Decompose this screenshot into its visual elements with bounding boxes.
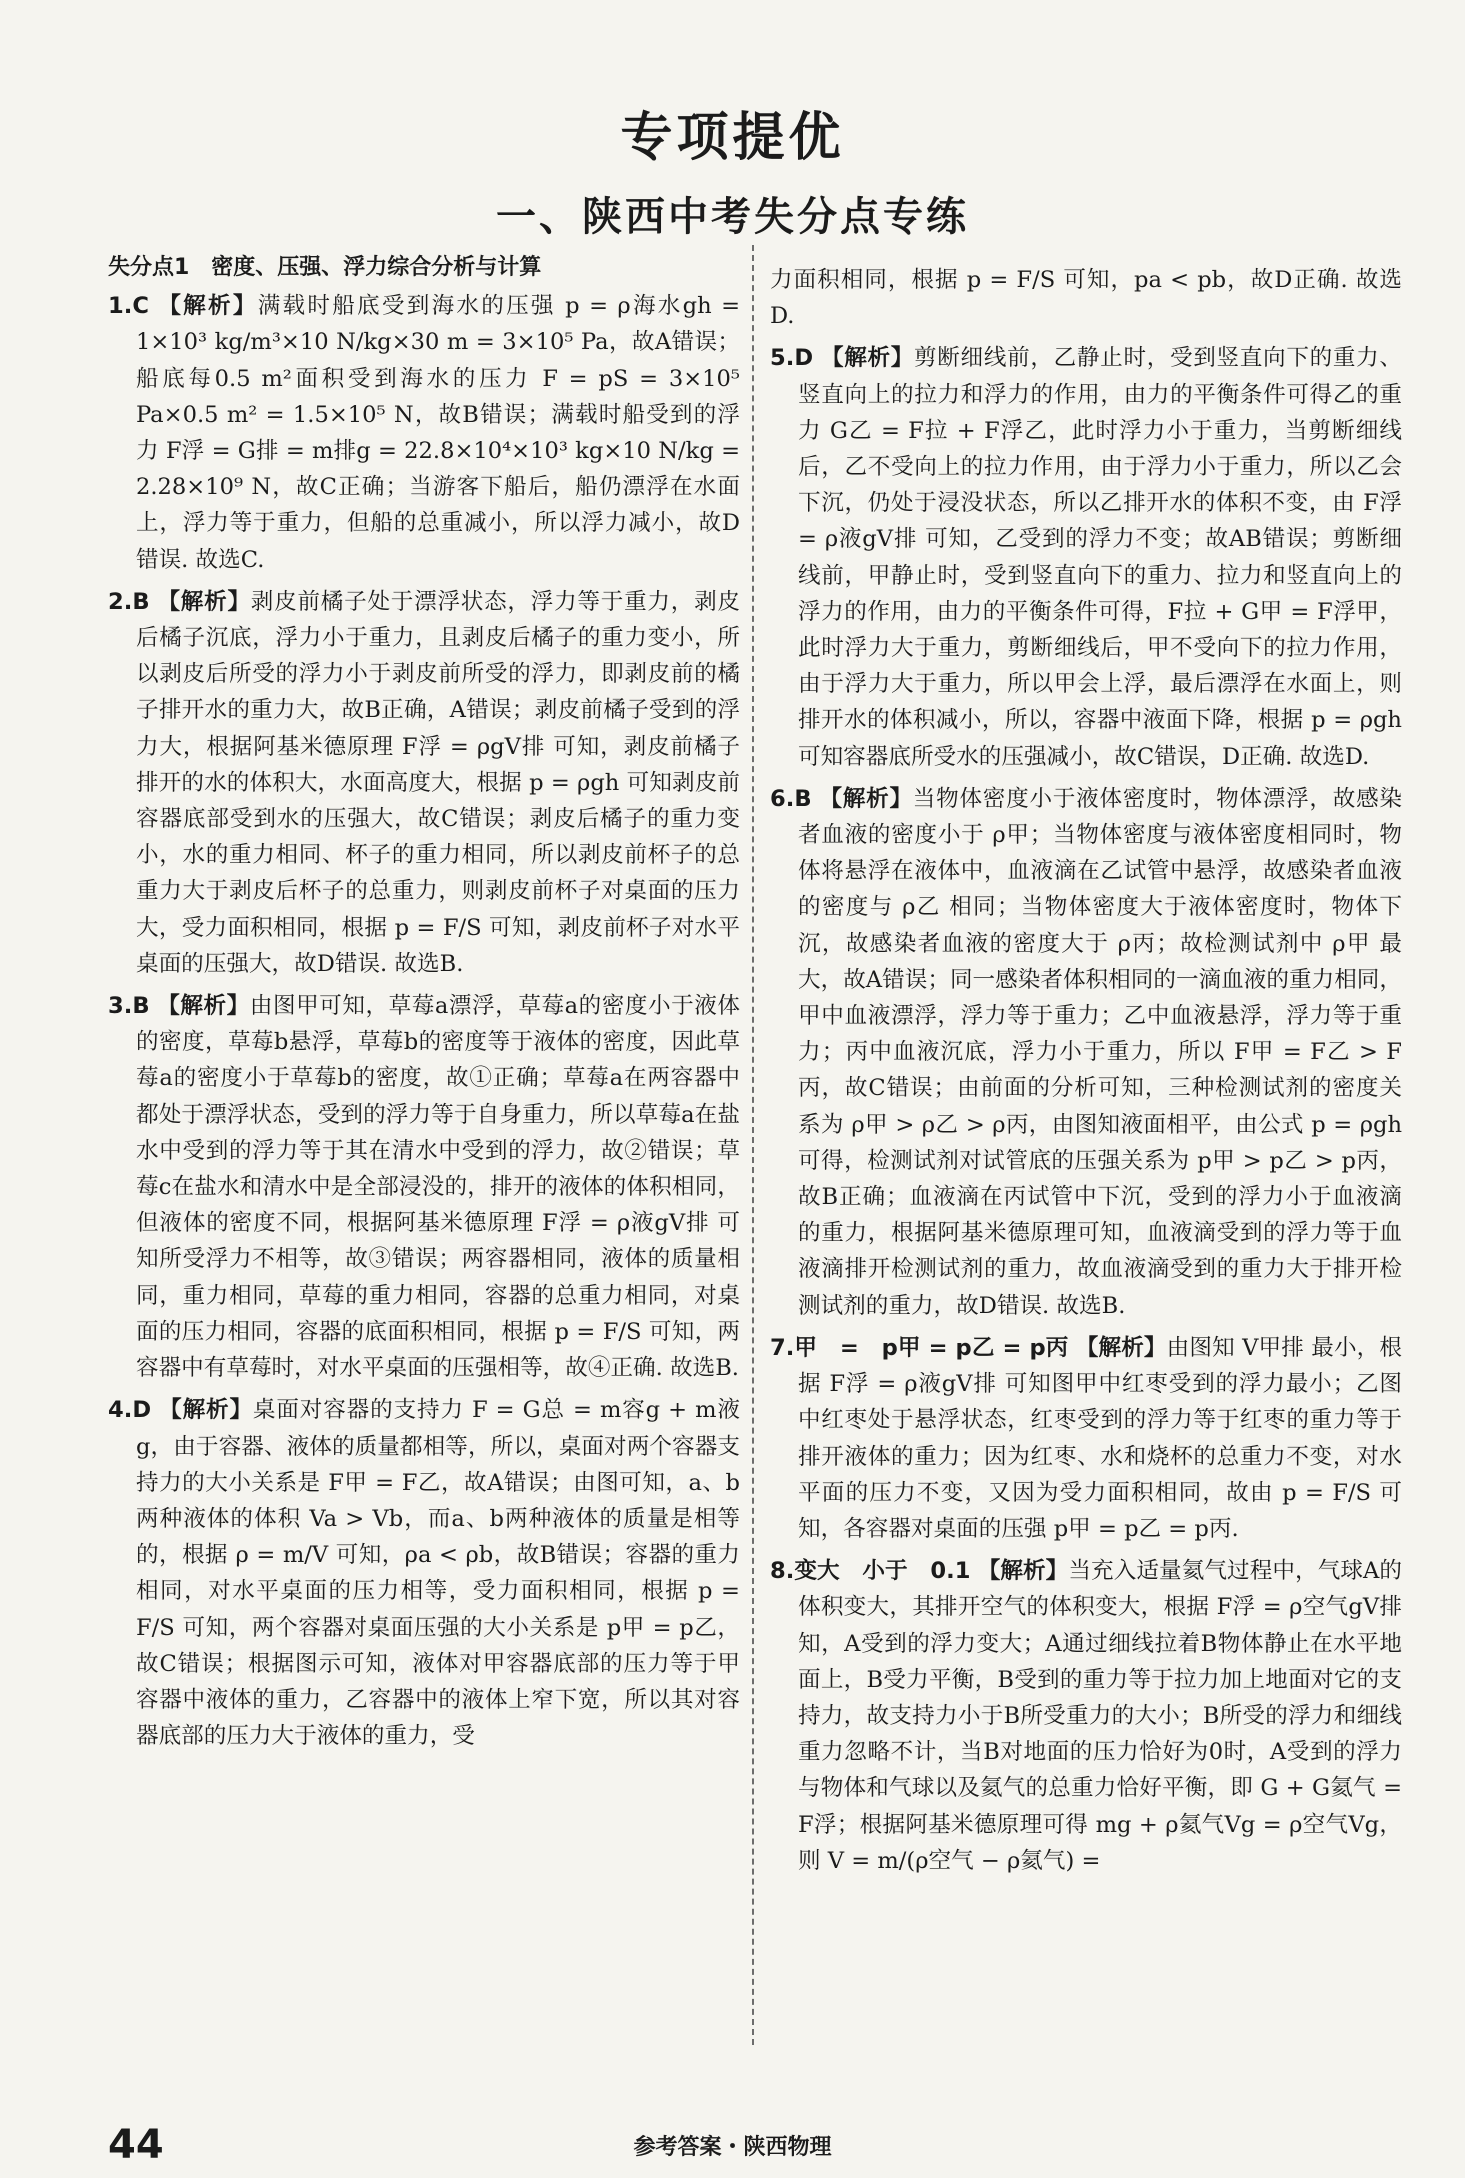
answer-item-3: [108, 988, 740, 1386]
item-answer: B: [132, 993, 150, 1020]
answer-item-1: [108, 288, 740, 578]
item-answer: C: [132, 293, 149, 320]
item-number: 8.: [770, 1558, 795, 1585]
item-explanation: 由图知 V甲排 最小，根据 F浮 = ρ液gV排 可知图甲中红枣受到的浮力最小；乙图中红枣处于悬浮状态，红枣受到的浮力等于红枣的重力等于排开液体的重力；因为红枣、水和烧杯的总重力不变，对水平面的压力不变，又因为受力面积相同，故由 p = F/S 可知，各容器对桌面的压强 p甲 = p乙 = p丙.: [798, 1334, 1402, 1542]
item-explanation: 剥皮前橘子处于漂浮状态，浮力等于重力，剥皮后橘子沉底，浮力小于重力，且剥皮后橘子的重力变小，所以剥皮后所受的浮力小于剥皮前所受的浮力，即剥皮前的橘子排开水的重力大，故B正确，A错误；剥皮前橘子受到的浮力大，根据阿基米德原理 F浮 = ρgV排 可知，剥皮前橘子排开的水的体积大，水面高度大，根据 p = ρgh 可知剥皮前容器底部受到水的压强大，故C错误；剥皮后橘子的重力变小，水的重力相同、杯子的重力相同，所以剥皮前杯子的总重力大于剥皮后杯子的总重力，则剥皮前杯子对桌面的压力大，受力面积相同，根据 p = F/S 可知，剥皮前杯子对水平桌面的压强大，故D错误. 故选B.: [136, 588, 741, 977]
subsection-heading: 失分点1 密度、压强、浮力综合分析与计算: [108, 255, 542, 280]
item-number: 4.: [108, 1397, 133, 1424]
item-explanation: 当充入适量氦气过程中，气球A的体积变大，其排开空气的体积变大，根据 F浮 = ρ空气gV排 知，A受到的浮力变大；A通过细线拉着B物体静止在水平地面上，B受力平衡，B受到的重力等于拉力加上地面对它的支持力，故支持力小于B所受重力的大小；B所受的浮力和细线重力忽略不计，当B对地面的压力恰好为0时，A受到的浮力与物体和气球以及氦气的总重力恰好平衡，即 G + G氦气 = F浮；根据阿基米德原理可得 mg + ρ氦气Vg = ρ空气Vg，则 V = m/(ρ空气 − ρ氦气) =: [798, 1558, 1403, 1874]
item-explanation: 由图甲可知，草莓a漂浮，草莓a的密度小于液体的密度，草莓b悬浮，草莓b的密度等于液体的密度，因此草莓a的密度小于草莓b的密度，故①正确；草莓a在两容器中都处于漂浮状态，受到的浮力等于自身重力，所以草莓a在盐水中受到的浮力等于其在清水中受到的浮力，故②错误；草莓c在盐水和清水中是全部浸没的，排开的液体的体积相同，但液体的密度不同，根据阿基米德原理 F浮 = ρ液gV排 可知所受浮力不相等，故③错误；两容器相同，液体的质量相同，重力相同，草莓的重力相同，容器的总重力相同，对桌面的压力相同，容器的底面积相同，根据 p = F/S 可知，两容器中有草莓时，对水平桌面的压强相等，故④正确. 故选B.: [136, 993, 741, 1382]
item-answer: B: [794, 785, 812, 812]
item-explanation: 剪断细线前，乙静止时，受到竖直向下的重力、竖直向上的拉力和浮力的作用，由力的平衡条件可得乙的重力 G乙 = F拉 + F浮乙，此时浮力小于重力，当剪断细线后，乙不受向上的拉力作用，由于浮力小于重力，所以乙会下沉，仍处于浸没状态，所以乙排开水的体积不变，由 F浮 = ρ液gV排 可知，乙受到的浮力不变；故AB错误；剪断细线前，甲静止时，受到竖直向下的重力、拉力和竖直向上的浮力的作用，由力的平衡条件可得，F拉 + G甲 = F浮甲，此时浮力大于重力，剪断细线后，甲不受向下的拉力作用，由于浮力大于重力，所以甲会上浮，最后漂浮在水面上，则排开水的体积减小，所以，容器中液面下降，根据 p = ρgh 可知容器底所受水的压强减小，故C错误，D正确. 故选D.: [798, 345, 1402, 770]
analysis-tag: 【解析】: [820, 345, 915, 372]
item-answer: B: [132, 588, 150, 615]
answer-item-7: [770, 1330, 1402, 1547]
analysis-tag: 【解析】: [159, 1397, 253, 1424]
left-column: [108, 250, 740, 1760]
item-number: 5.: [770, 345, 795, 372]
section-title: 一、陕西中考失分点专练: [496, 194, 969, 240]
answer-item-6: [770, 781, 1402, 1324]
item-answer: 甲 = p甲 = p乙 = p丙: [794, 1334, 1069, 1361]
analysis-tag: 【解析】: [157, 993, 250, 1020]
item-number: 3.: [108, 993, 133, 1020]
item-answer: 变大 小于 0.1: [794, 1558, 971, 1585]
page-number: 44: [108, 2122, 164, 2168]
page-title: 专项提优: [620, 107, 845, 168]
answer-item-5: [770, 340, 1402, 774]
analysis-tag: 【解析】: [157, 588, 251, 615]
answer-item-4: [108, 1392, 740, 1754]
item-number: 2.: [108, 588, 133, 615]
column-divider: [752, 245, 754, 2045]
footer-caption: 参考答案・陕西物理: [633, 2134, 832, 2160]
item-explanation: 桌面对容器的支持力 F = G总 = m容g + m液g，由于容器、液体的质量都相等，所以，桌面对两个容器支持力的大小关系是 F甲 = F乙，故A错误；由图可知，a、b两种液体的体积 Va > Vb，而a、b两种液体的质量是相等的，根据 ρ = m/V 可知，ρa < ρb，故B错误；容器的重力相同，对水平桌面的压力相等，受力面积相同，根据 p = F/S 可知，两个容器对桌面压强的大小关系是 p甲 = p乙，故C错误；根据图示可知，液体对甲容器底部的压力等于甲容器中液体的重力，乙容器中的液体上窄下宽，所以其对容器底部的压力大于液体的重力，受: [136, 1397, 741, 1750]
continuation-text: 力面积相同，根据 p = F/S 可知，pa < pb，故D正确. 故选D.: [770, 267, 1402, 330]
analysis-tag: 【解析】: [977, 1558, 1069, 1585]
item-explanation: 满载时船底受到海水的压强 p = ρ海水gh = 1×10³ kg/m³×10 N/kg×30 m = 3×10⁵ Pa，故A错误；船底每0.5 m²面积受到海水的压力 F = pS = 3×10⁵ Pa×0.5 m² = 1.5×10⁵ N，故B错误；满载时船受到的浮力 F浮 = G排 = m排g = 22.8×10⁴×10³ kg×10 N/kg = 2.28×10⁹ N，故C正确；当游客下船后，船仍漂浮在水面上，浮力等于重力，但船的总重减小，所以浮力减小，故D错误. 故选C.: [136, 293, 741, 573]
analysis-tag: 【解析】: [819, 785, 913, 812]
item-number: 6.: [770, 785, 795, 812]
item-number: 7.: [770, 1334, 795, 1361]
analysis-tag: 【解析】: [158, 293, 258, 320]
item-explanation: 当物体密度小于液体密度时，物体漂浮，故感染者血液的密度小于 ρ甲；当物体密度与液体密度相同时，物体将悬浮在液体中，血液滴在乙试管中悬浮，故感染者血液的密度与 ρ乙 相同；当物体密度大于液体密度时，物体下沉，故感染者血液的密度大于 ρ丙；故检测试剂中 ρ甲 最大，故A错误；同一感染者体积相同的一滴血液的重力相同，甲中血液漂浮，浮力等于重力；乙中血液悬浮，浮力等于重力；丙中血液沉底，浮力小于重力，所以 F甲 = F乙 > F丙，故C错误；由前面的分析可知，三种检测试剂的密度关系为 ρ甲 > ρ乙 > ρ丙，由图知液面相平，由公式 p = ρgh 可得，检测试剂对试管底的压强关系为 p甲 > p乙 > p丙，故B正确；血液滴在丙试管中下沉，受到的浮力小于血液滴的重力，根据阿基米德原理可知，血液滴受到的浮力等于血液滴排开检测试剂的重力，故血液滴受到的重力大于排开检测试剂的重力，故D错误. 故选B.: [798, 785, 1403, 1319]
right-column: [770, 262, 1402, 1885]
answer-item-8: [770, 1553, 1402, 1879]
item-answer: D: [132, 1397, 152, 1424]
item-number: 1.: [108, 293, 133, 320]
item-answer: D: [794, 345, 814, 372]
answer-item-2: [108, 584, 740, 982]
analysis-tag: 【解析】: [1075, 1334, 1167, 1361]
